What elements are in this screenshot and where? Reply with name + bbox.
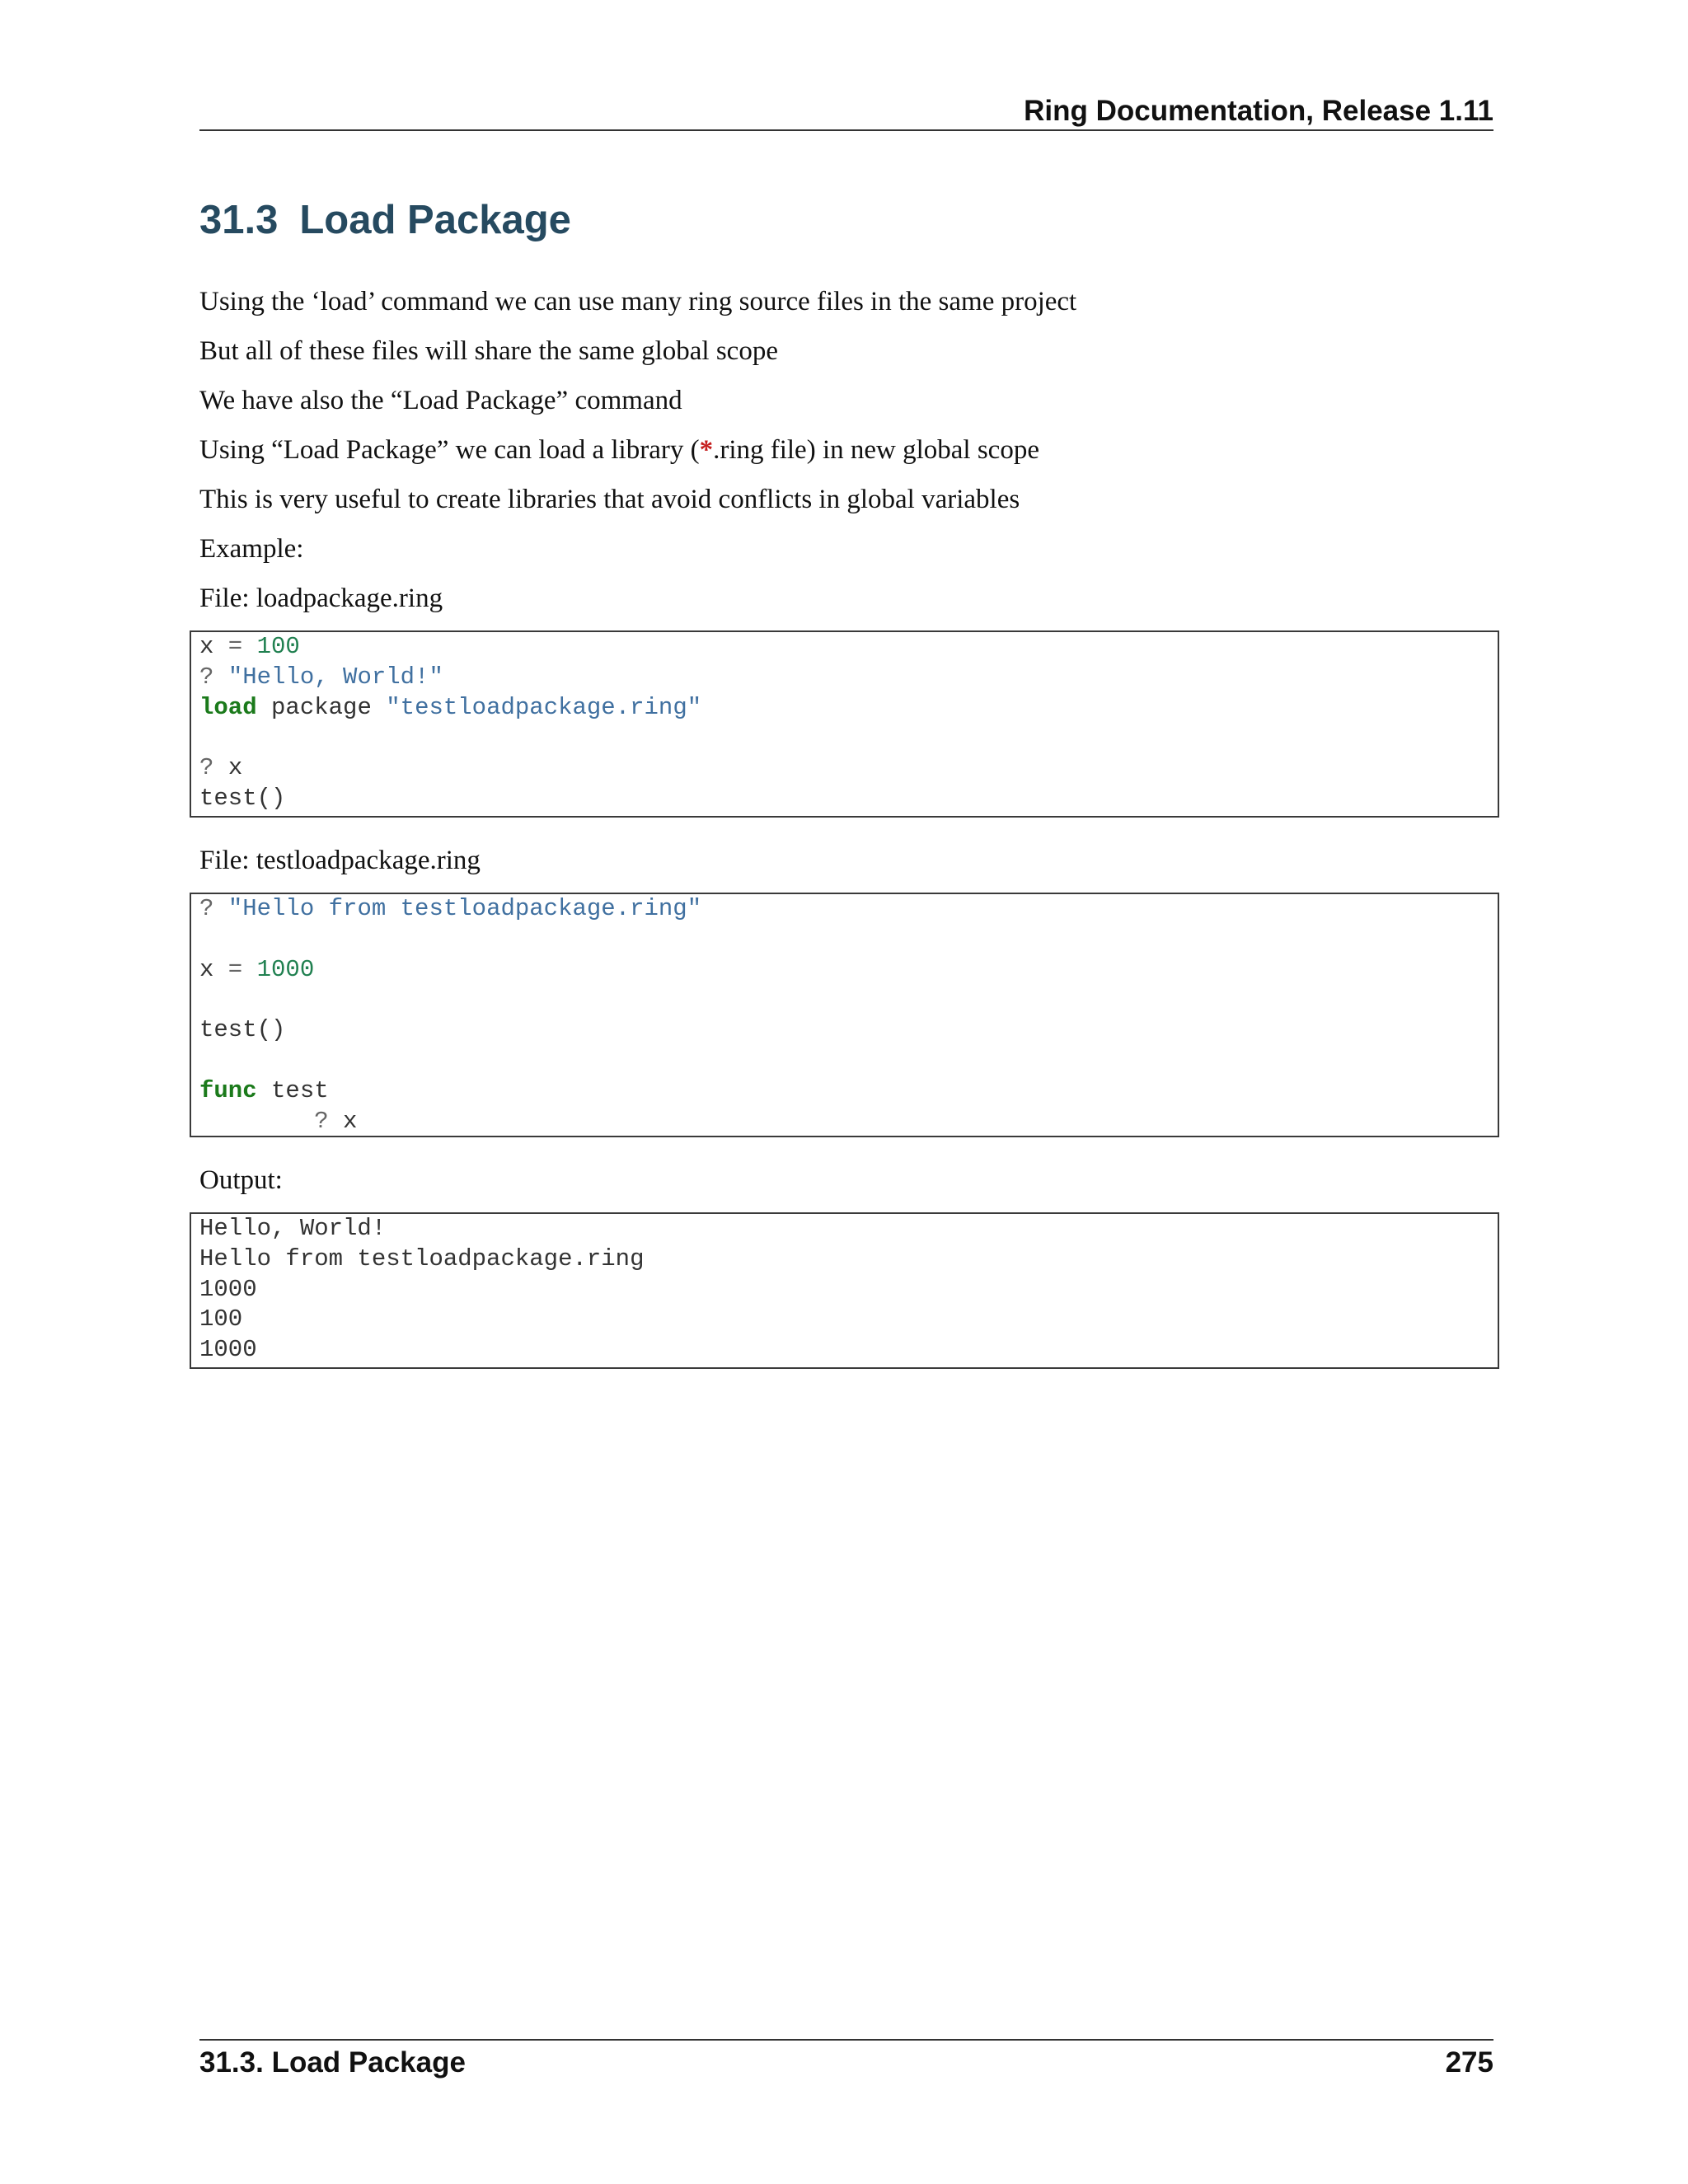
file-label-testloadpackage: File: testloadpackage.ring [199,846,481,875]
paragraph-load-command: Using the ‘load’ command we can use many ring source files in the same project [199,287,1077,316]
code-line-blank [199,723,1498,753]
output-line: Hello, World! [199,1215,387,1242]
code-line: ? x [199,1107,358,1135]
code-line-blank [199,1046,1498,1076]
page-number: 275 [1445,2046,1493,2079]
running-header: Ring Documentation, Release 1.11 [1024,95,1493,127]
code-block-testloadpackage [190,893,1499,1137]
output-line: Hello from testloadpackage.ring [199,1244,645,1272]
output-line: 1000 [199,1275,257,1303]
section-heading-text: Load Package [299,198,571,242]
code-block-loadpackage [190,630,1499,818]
code-line: load package "testloadpackage.ring" [199,693,702,721]
code-line: x = 1000 [199,955,315,983]
code-line: func test [199,1076,329,1104]
code-line-blank [199,985,1498,1015]
code-line: x = 100 [199,633,300,660]
file-label-loadpackage: File: loadpackage.ring [199,583,443,613]
paragraph-usefulness: This is very useful to create libraries that avoid conflicts in global variables [199,485,1020,514]
usage-text-before: Using “Load Package” we can load a library ( [199,435,700,465]
code-line: test() [199,784,286,812]
wildcard-star: * [699,435,714,465]
code-line: test() [199,1016,286,1044]
header-rule [199,129,1493,131]
output-label: Output: [199,1165,283,1195]
footer-rule [199,2039,1493,2041]
section-title [199,191,571,249]
footer-section: 31.3. Load Package [199,2046,466,2079]
output-line: 1000 [199,1336,257,1364]
output-block [190,1212,1499,1369]
code-line: ? "Hello from testloadpackage.ring" [199,895,702,922]
code-line-blank [199,925,1498,955]
paragraph-load-package-command: We have also the “Load Package” command [199,386,682,415]
running-footer [199,2042,1493,2083]
usage-text-after: .ring file) in new global scope [713,435,1039,465]
section-number: 31.3 [199,198,279,242]
paragraph-load-package-usage [199,432,1039,468]
example-label: Example: [199,534,304,564]
code-line: ? "Hello, World!" [199,663,443,691]
output-line: 100 [199,1305,243,1333]
code-line: ? x [199,754,243,782]
paragraph-shared-scope: But all of these files will share the same global scope [199,336,778,366]
